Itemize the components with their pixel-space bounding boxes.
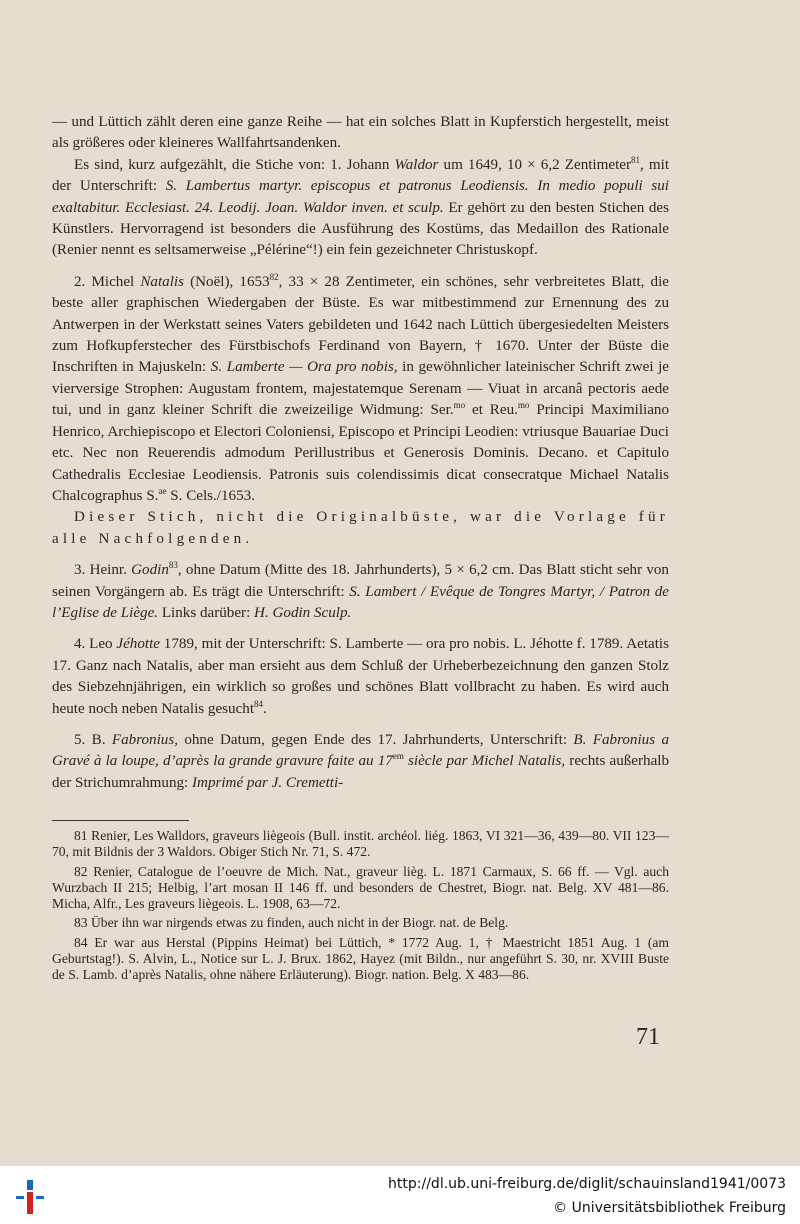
footnote-84: 84 Er war aus Herstal (Pippins Heimat) bei Lüttich, * 1772 Aug. 1, † Maestricht 1851 Aug. 1 (am Geburtstag!). S. Alvin, L., Notice sur L. J. Brux. 1862, Hayez (mit Bildn., nur angeführt S. 30, nr. XVIII Buste de S. Lamb. d’après Natalis, ohne nähere Erläuterung). Biogr. nation. Belg. X 483—86.: [52, 934, 669, 983]
permalink-url[interactable]: http://dl.ub.uni-freiburg.de/diglit/schauinsland1941/0073: [388, 1176, 786, 1192]
footnote-83: 83 Über ihn war nirgends etwas zu finden, auch nicht in der Biogr. nat. de Belg.: [74, 915, 509, 931]
footnote-divider: [52, 820, 189, 821]
footnotes: [52, 828, 669, 987]
paragraph-5: 3. Heinr. Godin$^{83}$, ohne Datum (Mitte des 18. Jahrhunderts), 5 × 6,2 cm. Das Blatt sticht sehr von seinen Vorgängern ab. Es trägt die Unterschrift: S. Lambert / Evêque de Tongres Martyr, / Patron de l’Eglise de Liège. Links darüber: H. Godin Sculp.: [52, 560, 669, 621]
paragraph-4-spaced: Dieser Stich, nicht die Originalbüste, war die Vorlage für alle Nachfolgenden.: [52, 509, 669, 547]
paragraph-2: Es sind, kurz aufgezählt, die Stiche von: 1. Johann Waldor um 1649, 10 × 6,2 Zentimeter$^{81}$, mit der Unterschrift: S. Lambertus martyr. episcopus et patronus Leodiensis. In medio populi sui exaltabitur. Ecclesiast. 24. Leodij. Joan. Waldor inven. et sculp. Er gehört zu den besten Stichen des Künstlers. Hervorragend ist besonders die Ausführung des Kostüms, das Medaillon des Rationale (Renier nennt es seltsamerweise „Pélérine“!) ein fein gezeichneter Christuskopf.: [52, 154, 670, 259]
page-number: 71: [636, 1024, 660, 1050]
copyright-text: © Universitätsbibliothek Freiburg: [553, 1200, 786, 1216]
paragraph-1: — und Lüttich zählt deren eine ganze Reihe — hat ein solches Blatt in Kupferstich hergestellt, meist als größeres oder kleineres Wallfahrtsandenken.: [52, 114, 669, 152]
paragraph-7: 5. B. Fabronius, ohne Datum, gegen Ende des 17. Jahrhunderts, Unterschrift: B. Fabronius a Gravé à la loupe, d’après la grande gravure faite au $17^{em}$ siècle par Michel Natalis, rechts außerhalb der Strichumrahmung: Imprimé par J. Cremetti-: [52, 731, 670, 791]
footer-bar: [0, 1166, 800, 1224]
body-text: [52, 112, 669, 794]
paragraph-6: 4. Leo Jéhotte 1789, mit der Unterschrift: S. Lamberte — ora pro nobis. L. Jéhotte f. 1789. Aetatis 17. Ganz nach Natalis, aber man ersieht aus dem Schluß der Urheberbezeichnung den ganzen Stolz des Siebzehnjährigen, ein wirklich so großes und schönes Blatt vollbracht zu haben. Es wird auch heute noch neben Natalis gesucht$^{84}$.: [52, 636, 669, 717]
paragraph-3: 2. Michel Natalis (Noël), 1653$^{82}$, 33 × 28 Zentimeter, ein schönes, sehr verbreitetes Blatt, die beste aller graphischen Wiedergaben der Büste. Es war mitbestimmend zur Ernennung des zu Antwerpen in der Werkstatt seines Vaters gebildeten und 1642 nach Lüttich übergesiedelten Meisters zum Hofkupferstecher des Fürstbischofs Ferdinand von Bayern, † 1670. Unter der Büste die Inschriften in Majuskeln: S. Lamberte — Ora pro nobis, in gewöhnlicher lateinischer Schrift zwei je vierversige Strophen: Augustam frontem, majestatemque Serenam — Viuat in arcanâ pectoris aede tui, und in ganz kleiner Schrift die zweizeilige Widmung: Ser.$^{mo}$ et Reu.$^{mo}$ Principi Maximiliano Henrico, Archiepiscopo et Electori Coloniensi, Episcopo et Principi Leodien: vtriusque Bauariae Duci etc. Nec non Reuerendis admodum Perillustribus et Generosis Dominis. Decano. et Capitulo Cathedralis Ecclesiae Leodiensis. Patronis suis colendissimis dicat consecratque Michael Natalis Chalcographus S.$^{ae}$ S. Cels./1653.: [52, 271, 669, 504]
library-logo-icon: [12, 1176, 48, 1218]
footnote-82: 82 Renier, Catalogue de l’oeuvre de Mich. Nat., graveur lièg. L. 1871 Carmaux, S. 66 ff. — Vgl. auch Wurzbach II 215; Helbig, l’art mosan II 146 ff. und besonders de Chestret, Biogr. nat. Belg. XV 481—86. Micha, Alfr., Les graveurs liègeois. L. 1908, 63—72.: [52, 863, 669, 912]
footnote-81: 81 Renier, Les Walldors, graveurs liègeois (Bull. instit. archéol. liég. 1863, VI 321—36, 439—80. VII 123—70, mit Bildnis der 3 Waldors. Obiger Stich Nr. 71, S. 472.: [52, 828, 669, 860]
